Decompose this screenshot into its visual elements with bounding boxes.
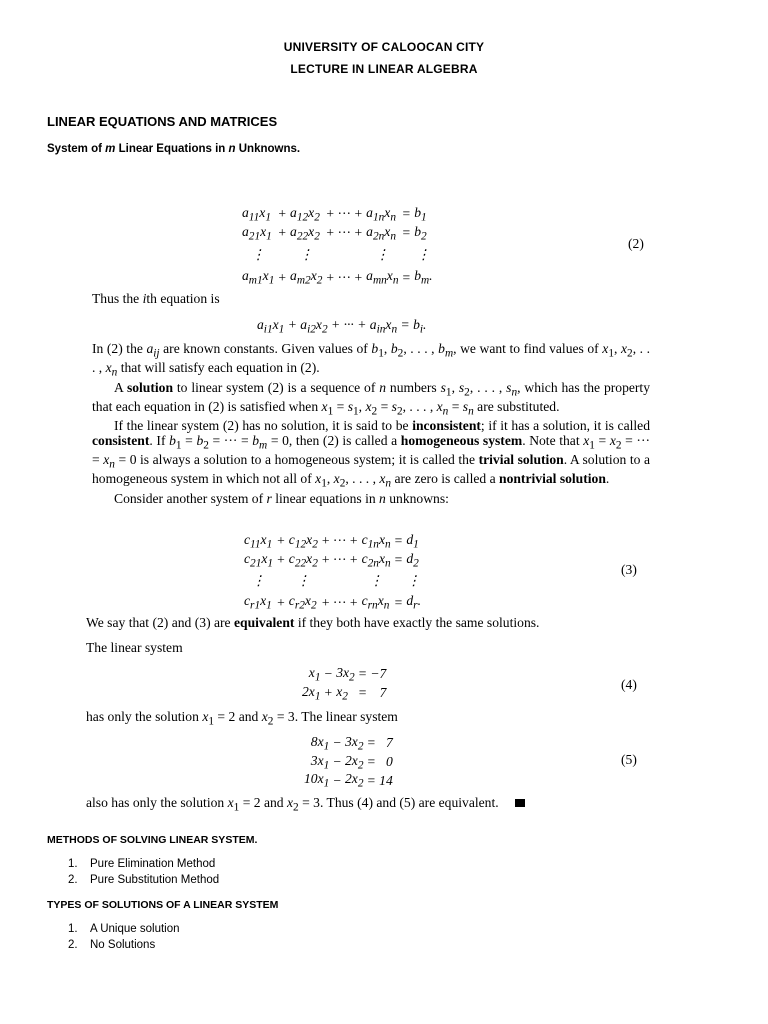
methods-title: METHODS OF SOLVING LINEAR SYSTEM. xyxy=(47,834,258,846)
types-title: TYPES OF SOLUTIONS OF A LINEAR SYSTEM xyxy=(47,899,279,911)
linear-system-intro-1: The linear system xyxy=(86,640,183,655)
subsection-middle: Linear Equations in xyxy=(115,143,229,155)
document-header-university: UNIVERSITY OF CALOOCAN CITY xyxy=(283,40,485,54)
equation-system-3: $c_{11}x_1$ + $c_{12}x_2$ + ··· + $c_{1n}x_n$ = $d_1$ $c_{21}x_1$ + $c_{22}x_2$ + ··· + $c_{2n}x_n$ = $d_2$ ⋮ ⋮ ⋮ ⋮ $c_{r1}x_1$ + $c_{r2}x_2$ + ··· + $c_{rn}x_n$ = $d_r$. xyxy=(244,532,421,613)
list-item: 2. No Solutions xyxy=(68,939,156,951)
equation-system-2: $a_{11}x_1$ + $a_{12}x_2$ + ··· + $a_{1n}x_n$ = $b_1$ $a_{21}x_1$ + $a_{22}x_2$ + ··· + $a_{2n}x_n$ = $b_2$ ⋮ ⋮ ⋮ ⋮ $a_{m1}x_1$ + $a_{m2}x_2$ + ··· + $a_{mn}x_n$ = $b_m$. xyxy=(242,205,433,288)
types-list xyxy=(68,921,180,953)
subsection-n: n xyxy=(228,143,236,155)
methods-list xyxy=(68,856,219,888)
ith-equation-intro: Thus the ith equation is xyxy=(92,291,220,306)
equation-tag-3: (3) xyxy=(621,562,637,577)
definitions-paragraph: In (2) the $a_{ij}$ are known constants. Given values of $b_1$, $b_2$, . . . , $b_m$, we want to find values of $x_1$, $x_2$, . . . , $x_n$ that will satisfy each equation in (2). A solution to linear system (2) is a sequence of n numbers $s_1$, $s_2$, . . . , $s_n$, which has the property that each equation in (2) is satisfied when $x_1 = s_1$, $x_2 = s_2$, . . . , $x_n = s_n$ are substituted. If the linear system (2) has no solution, it is said to be inconsistent; if it has a solution, it is called consistent. If $b_1 = b_2$ = ··· = $b_m = 0$, then (2) is called a homogeneous system. Note that $x_1 = x_2$ = ··· = $x_n = 0$ is always a solution to a homogeneous system; it is called the trivial solution. A solution to a homogeneous system in which not all of $x_1$, $x_2$, . . . , $x_n$ are zero is called a nontrivial solution. Consider another system of r linear equations in n unknowns: xyxy=(92,341,651,506)
subsection-suffix: Unknowns. xyxy=(235,143,301,155)
equation-tag-5: (5) xyxy=(621,752,637,767)
equivalence-conclusion: also has only the solution $x_1 = 2$ and $x_2 = 3$. Thus (4) and (5) are equivalent. xyxy=(86,796,646,815)
list-item: 1. A Unique solution xyxy=(68,923,180,935)
equation-tag-4: (4) xyxy=(621,677,637,692)
equation-system-5: $8x_1$ − $3x_2$ = 7 $3x_1$ − $2x_2$ = 0 $10x_1$ − $2x_2$ = 14 xyxy=(304,734,393,791)
document-header-lecture: LECTURE IN LINEAR ALGEBRA xyxy=(290,62,478,76)
subsection-m: m xyxy=(105,143,116,155)
only-solution-sentence-1: has only the solution $x_1 = 2$ and $x_2 = 3$. The linear system xyxy=(86,709,398,728)
equivalent-sentence: We say that (2) and (3) are equivalent if they both have exactly the same solutions. xyxy=(86,615,540,630)
equation-tag-2: (2) xyxy=(628,236,644,251)
end-of-proof-icon xyxy=(515,799,525,807)
subsection-title xyxy=(47,143,300,155)
equation-system-4: $x_1$ − $3x_2$ = −7 $2x_1$ + $x_2$ = 7 xyxy=(302,665,387,703)
list-item: 1. Pure Elimination Method xyxy=(68,858,216,870)
ith-equation: $a_{i1}x_1 + a_{i2}x_2$ + ··· + $a_{in}x_n = b_i$. xyxy=(257,317,427,336)
subsection-prefix: System of xyxy=(47,143,106,155)
list-item: 2. Pure Substitution Method xyxy=(68,874,220,886)
section-title: LINEAR EQUATIONS AND MATRICES xyxy=(47,114,278,129)
